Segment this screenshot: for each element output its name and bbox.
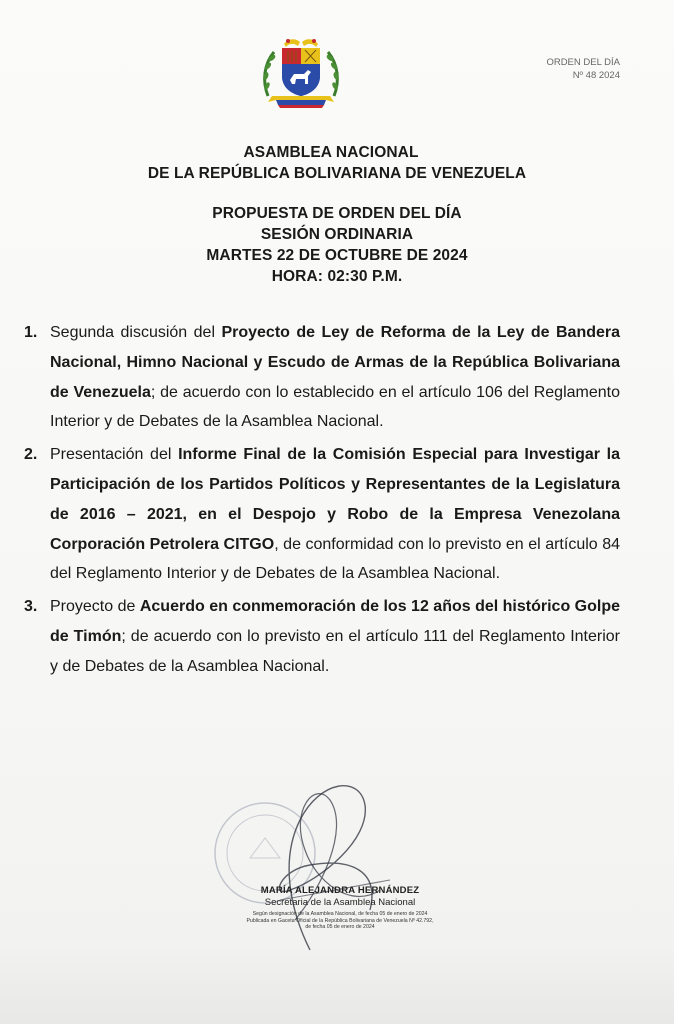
session-type: SESIÓN ORDINARIA — [260, 226, 414, 243]
signature-block — [150, 885, 530, 931]
agenda-item-text: Presentación del Informe Final de la Comisión Especial para Investigar la Participación de los Partidos Políticos y Representantes de la Legislatura de 2016 – 2021, en el Despojo y Robo de la Empresa Venezolana Corporación Petrolera CITGO, de conformidad con lo previsto en el artículo 84 del Reglamento Interior y de Debates de la Asamblea Nacional. — [50, 446, 620, 583]
handwritten-signature-icon — [250, 770, 400, 960]
designation-note: Según designación de la Asamblea Nacional, de fecha 05 de enero de 2024 Publicada en Gaceta Oficial de la República Bolivariana de Venezuela Nº 42.792, de fecha 05 de enero de 2024 — [246, 911, 434, 930]
signatory-title: Secretaria de la Asamblea Nacional — [264, 897, 416, 908]
session-heading — [0, 203, 674, 287]
agenda-item-text: Proyecto de Acuerdo en conmemoración de los 12 años del histórico Golpe de Timón; de acuerdo con lo previsto en el artículo 111 del Reglamento Interior y de Debates de la Asamblea Nacional. — [50, 598, 621, 675]
session-time: HORA: 02:30 P.M. — [271, 268, 403, 285]
agenda-item — [24, 440, 620, 589]
institution-line-2: DE LA REPÚBLICA BOLIVARIANA DE VENEZUELA — [147, 165, 527, 182]
institution-heading — [0, 142, 674, 184]
order-ref-label: ORDEN DEL DÍA — [546, 57, 620, 68]
page-shadow — [0, 944, 674, 1024]
agenda-list — [24, 318, 620, 685]
agenda-item-number: 2. — [24, 446, 38, 464]
session-title: PROPUESTA DE ORDEN DEL DÍA — [212, 205, 462, 222]
agenda-item — [24, 318, 620, 437]
order-ref-number: Nº 48 2024 — [572, 70, 620, 81]
agenda-item — [24, 592, 620, 681]
agenda-item-number: 1. — [24, 324, 38, 341]
signatory-name: MARÍA ALEJANDRA HERNÁNDEZ — [260, 885, 420, 896]
agenda-item-number: 3. — [24, 598, 38, 616]
coat-of-arms-icon — [258, 36, 344, 108]
order-reference — [546, 56, 620, 82]
institution-line-1: ASAMBLEA NACIONAL — [243, 144, 419, 161]
agenda-item-text: Segunda discusión del Proyecto de Ley de Reforma de la Ley de Bandera Nacional, Himno Nacional y Escudo de Armas de la República Bolivariana de Venezuela; de acuerdo con lo establecido en el artículo 106 del Reglamento Interior y de Debates de la Asamblea Nacional. — [50, 324, 621, 431]
session-date: MARTES 22 DE OCTUBRE DE 2024 — [206, 247, 468, 264]
